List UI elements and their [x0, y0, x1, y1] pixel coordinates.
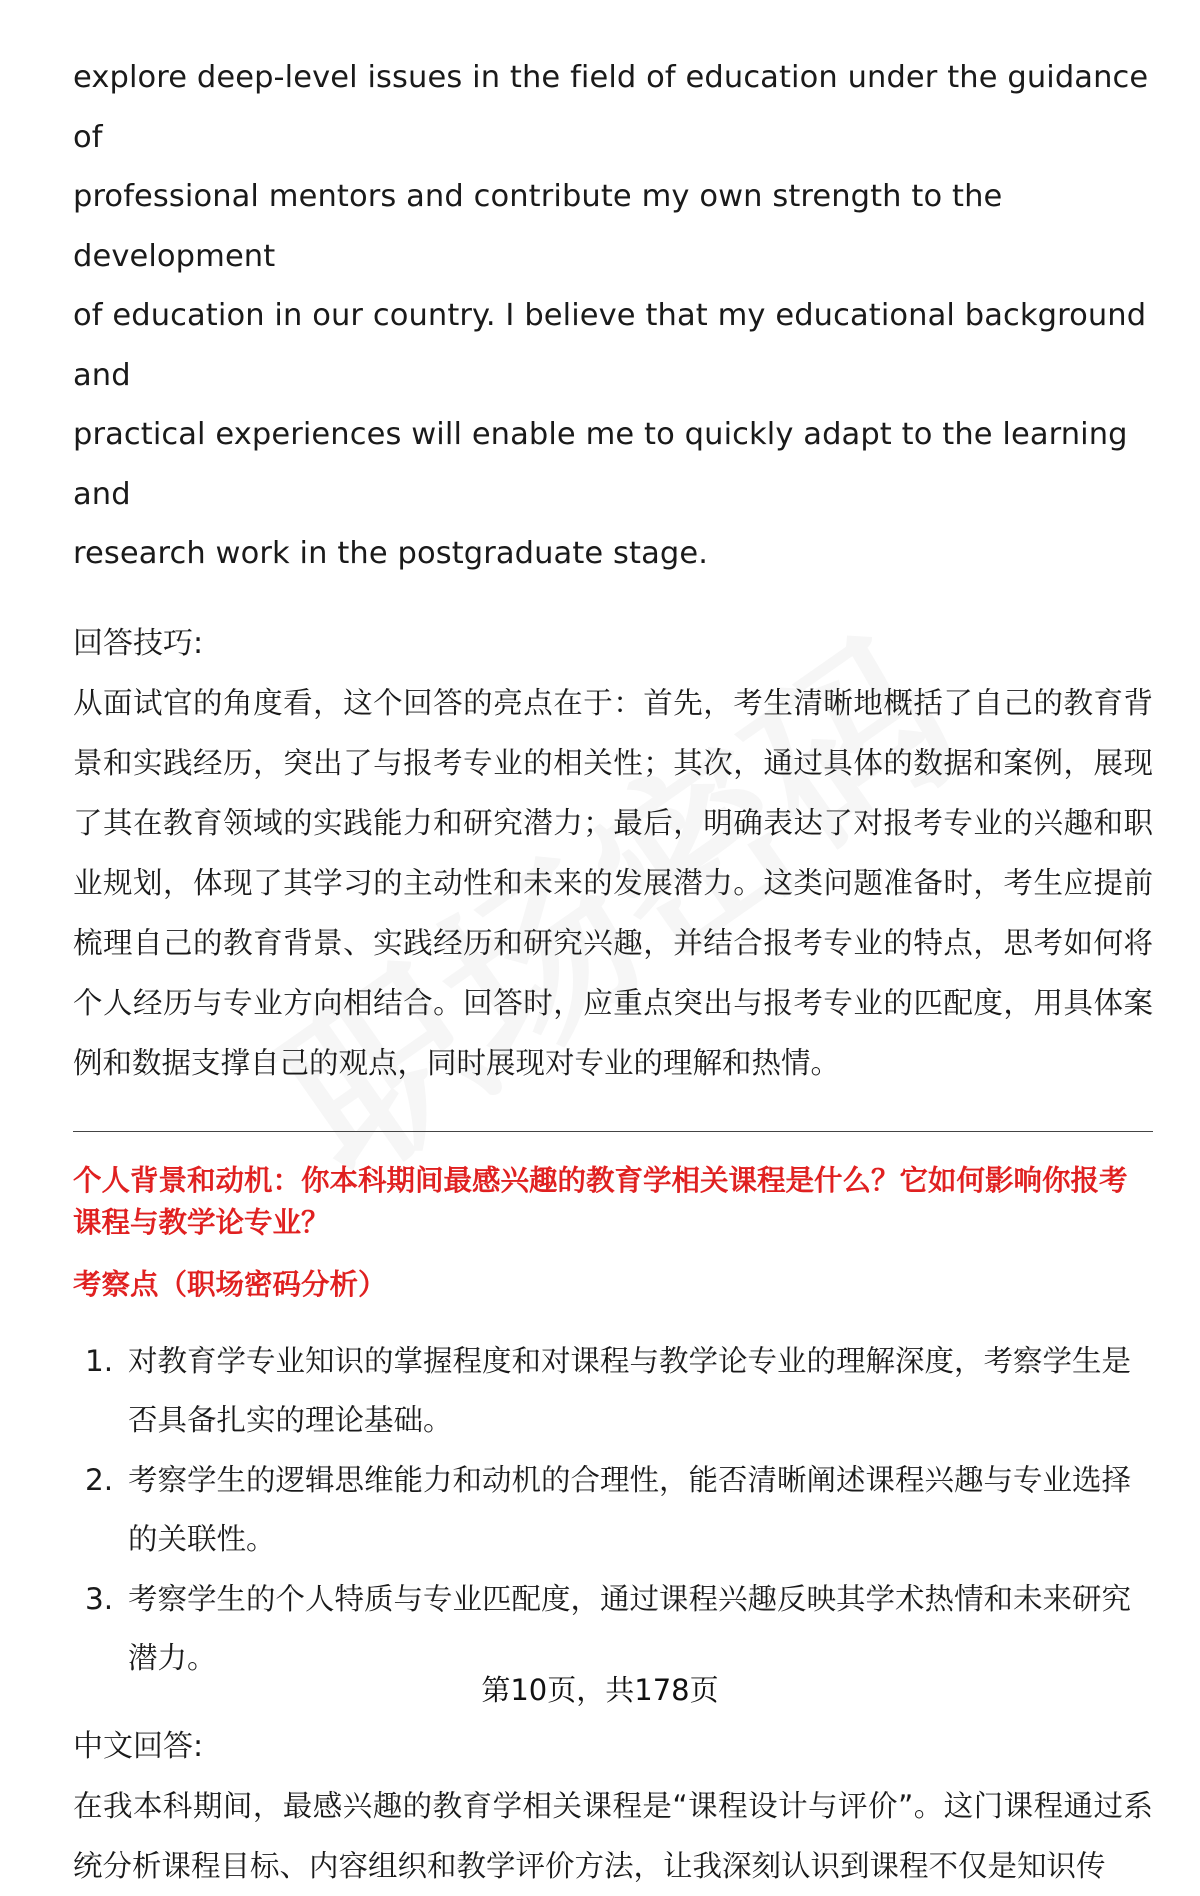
tips-label: 回答技巧: — [73, 625, 204, 661]
intro-line: explore deep-level issues in the field of education under the guidance of — [73, 60, 1149, 155]
question-section — [73, 1160, 1153, 1689]
tips-text: 从面试官的角度看，这个回答的亮点在于：首先，考生清晰地概括了自己的教育背景和实践经历，突出了与报考专业的相关性；其次，通过具体的数据和案例，展现了其在教育领域的实践能力和研究潜力；最后，明确表达了对报考专业的兴趣和职业规划，体现了其学习的主动性和未来的发展潜力。这类问题准备时，考生应提前梳理自己的教育背景、实践经历和研究兴趣，并结合报考专业的特点，思考如何将个人经历与专业方向相结合。回答时，应重点突出与报考专业的匹配度，用具体案例和数据支撑自己的观点，同时展现对专业的理解和热情。 — [73, 685, 1153, 1080]
list-number: 3. — [85, 1581, 114, 1616]
list-number: 1. — [85, 1343, 114, 1378]
list-text: 对教育学专业知识的掌握程度和对课程与教学论专业的理解深度，考察学生是否具备扎实的理论基础。 — [128, 1343, 1132, 1437]
intro-line: practical experiences will enable me to quickly adapt to the learning and — [73, 417, 1128, 512]
assessment-points — [73, 1332, 1153, 1689]
list-text: 考察学生的个人特质与专业匹配度，通过课程兴趣反映其学术热情和未来研究潜力。 — [128, 1581, 1132, 1675]
assessment-subtitle: 考察点（职场密码分析） — [73, 1267, 387, 1301]
document-page — [73, 48, 1153, 1896]
question-title: 个人背景和动机：你本科期间最感兴趣的教育学相关课程是什么？它如何影响你报考课程与教学论专业？ — [73, 1163, 1128, 1239]
list-item — [73, 1451, 1153, 1570]
page-footer: 第10页，共178页 — [481, 1673, 719, 1707]
list-item — [73, 1332, 1153, 1451]
tips-section — [73, 614, 1153, 1093]
answer-section — [73, 1717, 1153, 1896]
list-number: 2. — [85, 1462, 114, 1497]
answer-label: 中文回答: — [73, 1728, 204, 1764]
intro-line: research work in the postgraduate stage. — [73, 536, 709, 571]
intro-paragraph — [73, 48, 1153, 584]
intro-line: professional mentors and contribute my own strength to the development — [73, 179, 1003, 274]
answer-text: 在我本科期间，最感兴趣的教育学相关课程是“课程设计与评价”。这门课程通过系统分析课程目标、内容组织和教学评价方法，让我深刻认识到课程不仅是知识传 — [73, 1788, 1153, 1883]
intro-line: of education in our country. I believe that my educational background and — [73, 298, 1147, 393]
list-text: 考察学生的逻辑思维能力和动机的合理性，能否清晰阐述课程兴趣与专业选择的关联性。 — [128, 1462, 1132, 1556]
